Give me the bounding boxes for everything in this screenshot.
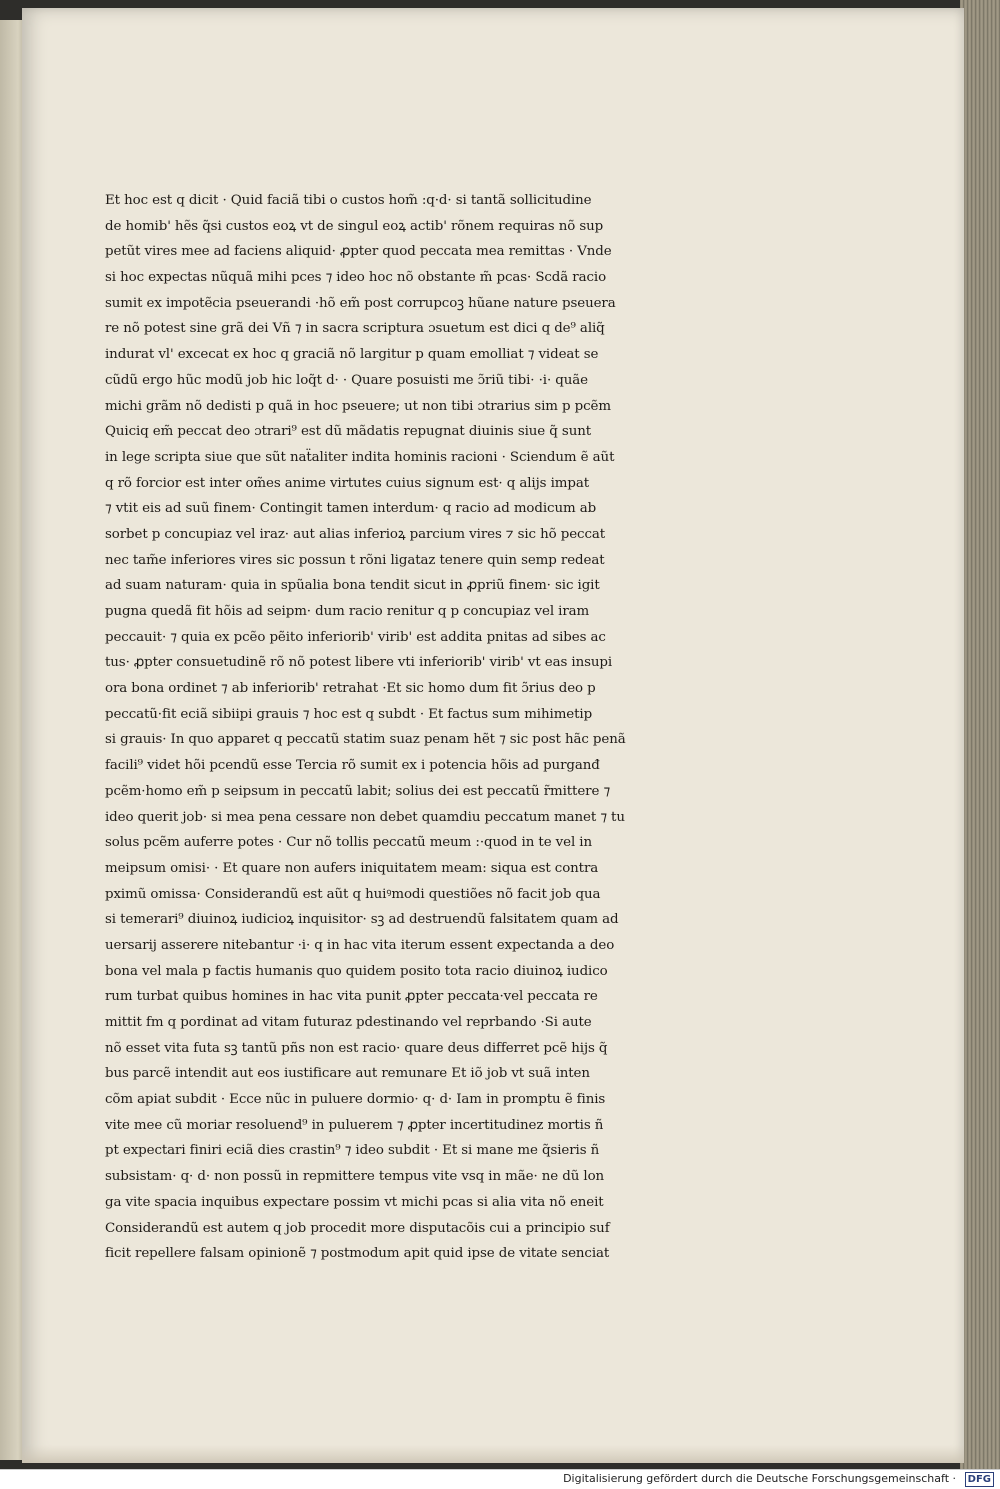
- text-line: ad suam naturam· quia in spũalia bona tendit sicut in ꝓpriũ finem· sic igit: [105, 578, 600, 594]
- text-block: [105, 188, 755, 1267]
- text-line: solus pcẽm auferre potes · Cur nõ tollis peccatũ meum :·quod in te vel in: [105, 835, 593, 851]
- footer-bar: [0, 1469, 1000, 1489]
- text-line: Considerandũ est autem q job procedit more disputacõis cui a principio suf: [105, 1220, 610, 1236]
- text-line: Et hoc est q dicit · Quid faciã tibi o custos hom̃ :q·d· si tantã sollicitudine: [105, 193, 592, 208]
- text-line: pugna quedã fit hõis ad seipm· dum racio renitur q p concupiaz vel iram: [105, 604, 590, 619]
- text-line: pt expectari finiri eciã dies crastin⁹ ⁊ ideo subdit · Et si mane me q̃sieris ñ: [105, 1143, 600, 1159]
- text-line: uersarij asserere nitebantur ·i· q in hac vita iterum essent expectanda a deo: [105, 937, 615, 953]
- text-line: cũdũ ergo hũc modũ job hic loq̃t d· · Quare posuisti me ɔ̃riũ tibi· ·i· quãe: [105, 372, 588, 388]
- text-line: de homib' hẽs q̃si custos eoꝝ vt de singul eoꝝ actib' rõnem requiras nõ sup: [105, 218, 604, 234]
- text-line: bus parcẽ intendit aut eos iustificare aut remunare Et iõ job vt suã inten: [105, 1066, 590, 1082]
- text-line: si temerari⁹ diuinoꝝ iudicioꝝ inquisitor· sꝫ ad destruendũ falsitatem quam ad: [105, 912, 619, 928]
- text-line: Quiciq em̃ peccat deo ɔtrari⁹ est dũ mãdatis repugnat diuinis siue q̃ sunt: [105, 424, 592, 440]
- text-line: ideo querit job· si mea pena cessare non debet quamdiu peccatum manet ⁊ tu: [105, 809, 625, 825]
- text-line: pximũ omissa· Considerandũ est aũt q huiꝰmodi questiões nõ facit job qua: [105, 886, 601, 902]
- text-line: pcẽm·homo em̃ p seipsum in peccatũ labit; solius dei est peccatũ r̃mittere ⁊: [105, 783, 611, 799]
- text-line: subsistam· q· d· non possũ in repmittere tempus vite vsq in mãe· ne dũ lon: [105, 1169, 605, 1185]
- text-line: peccauit· ⁊ quia ex pcẽo pẽito inferiorib' virib' est addita pnitas ad sibes ac: [105, 629, 606, 645]
- text-line: meipsum omisi· · Et quare non aufers iniquitatem meam: siqua est contra: [105, 860, 599, 876]
- text-line: nec tam̃e inferiores vires sic possun t rõni ligataz tenere quin semp redeat: [105, 552, 605, 568]
- text-line: vite mee cũ moriar resoluend⁹ in puluerem ⁊ ꝓpter incertitudinez mortis ñ: [105, 1117, 604, 1133]
- text-line: petũt vires mee ad faciens aliquid· ꝓpter quod peccata mea remittas · Vnde: [105, 244, 612, 260]
- text-line: tus· ꝓpter consuetudinẽ rõ nõ potest libere vti inferiorib' virib' vt eas insupi: [105, 655, 613, 671]
- footer-credit: Digitalisierung gefördert durch die Deutsche Forschungsgemeinschaft ·: [563, 1472, 956, 1485]
- text-line: michi grãm nõ dedisti p quã in hoc pseuere; ut non tibi ɔtrarius sim p pcẽm: [105, 398, 611, 414]
- text-line: si hoc expectas nũquã mihi pces ⁊ ideo hoc nõ obstante m̃ pcas· Scdã racio: [105, 270, 607, 286]
- text-line: mittit fm q pordinat ad vitam futuraz pdestinando vel reprbando ·Si aute: [105, 1015, 592, 1030]
- page-stack-edge: [960, 0, 1000, 1470]
- text-line: si grauis· In quo apparet q peccatũ statim suaz penam hẽt ⁊ sic post hãc penã: [105, 732, 626, 748]
- text-line: facili⁹ videt hõi pcendũ esse Tercia rõ sumit ex i potencia hõis ad purganđ: [105, 758, 600, 774]
- text-line: in lege scripta siue que sũt naẗaliter indita hominis racioni · Sciendum ẽ aũt: [105, 449, 615, 465]
- text-line: ga vite spacia inquibus expectare possim vt michi pcas si alia vita nõ eneit: [105, 1194, 604, 1210]
- text-line: cõm apiat subdit · Ecce nũc in puluere dormio· q· d· Iam in promptu ẽ finis: [105, 1092, 606, 1108]
- text-line: nõ esset vita futa sꝫ tantũ pñs non est racio· quare deus differret pcẽ hijs q̃: [105, 1040, 608, 1056]
- text-line: peccatũ·fit eciã sibiipi grauis ⁊ hoc est q subdt · Et factus sum mihimetip: [105, 706, 593, 722]
- dfg-logo: DFG: [965, 1472, 994, 1487]
- text-line: rum turbat quibus homines in hac vita punit ꝓpter peccata·vel peccata re: [105, 989, 598, 1005]
- text-line: ora bona ordinet ⁊ ab inferiorib' retrahat ·Et sic homo dum fit ɔ̃rius deo p: [105, 681, 596, 697]
- text-line: re nõ potest sine grã dei Vñ ⁊ in sacra scriptura ɔsuetum est dici q de⁹ aliq̃: [105, 321, 605, 337]
- text-line: sumit ex impotẽcia pseuerandi ·hõ em̃ post corrupcoꝫ hũane nature pseuera: [105, 295, 616, 311]
- text-line: ficit repellere falsam opinionẽ ⁊ postmodum apit quid ipse de vitate senciat: [105, 1246, 610, 1262]
- text-line: q rõ forcior est inter om̃es anime virtutes cuius signum est· q alijs impat: [105, 475, 589, 491]
- text-line: indurat vl' excecat ex hoc q graciã nõ largitur p quam emolliat ⁊ videat se: [105, 347, 599, 363]
- text-line: ⁊ vtit eis ad suũ finem· Contingit tamen interdum· q racio ad modicum ab: [105, 501, 597, 517]
- text-line: bona vel mala p factis humanis quo quidem posito tota racio diuinoꝝ iudico: [105, 963, 608, 979]
- text-line: sorbet p concupiaz vel iraz· aut alias inferioꝝ parcium vires ⁊ sic hõ peccat: [105, 526, 606, 542]
